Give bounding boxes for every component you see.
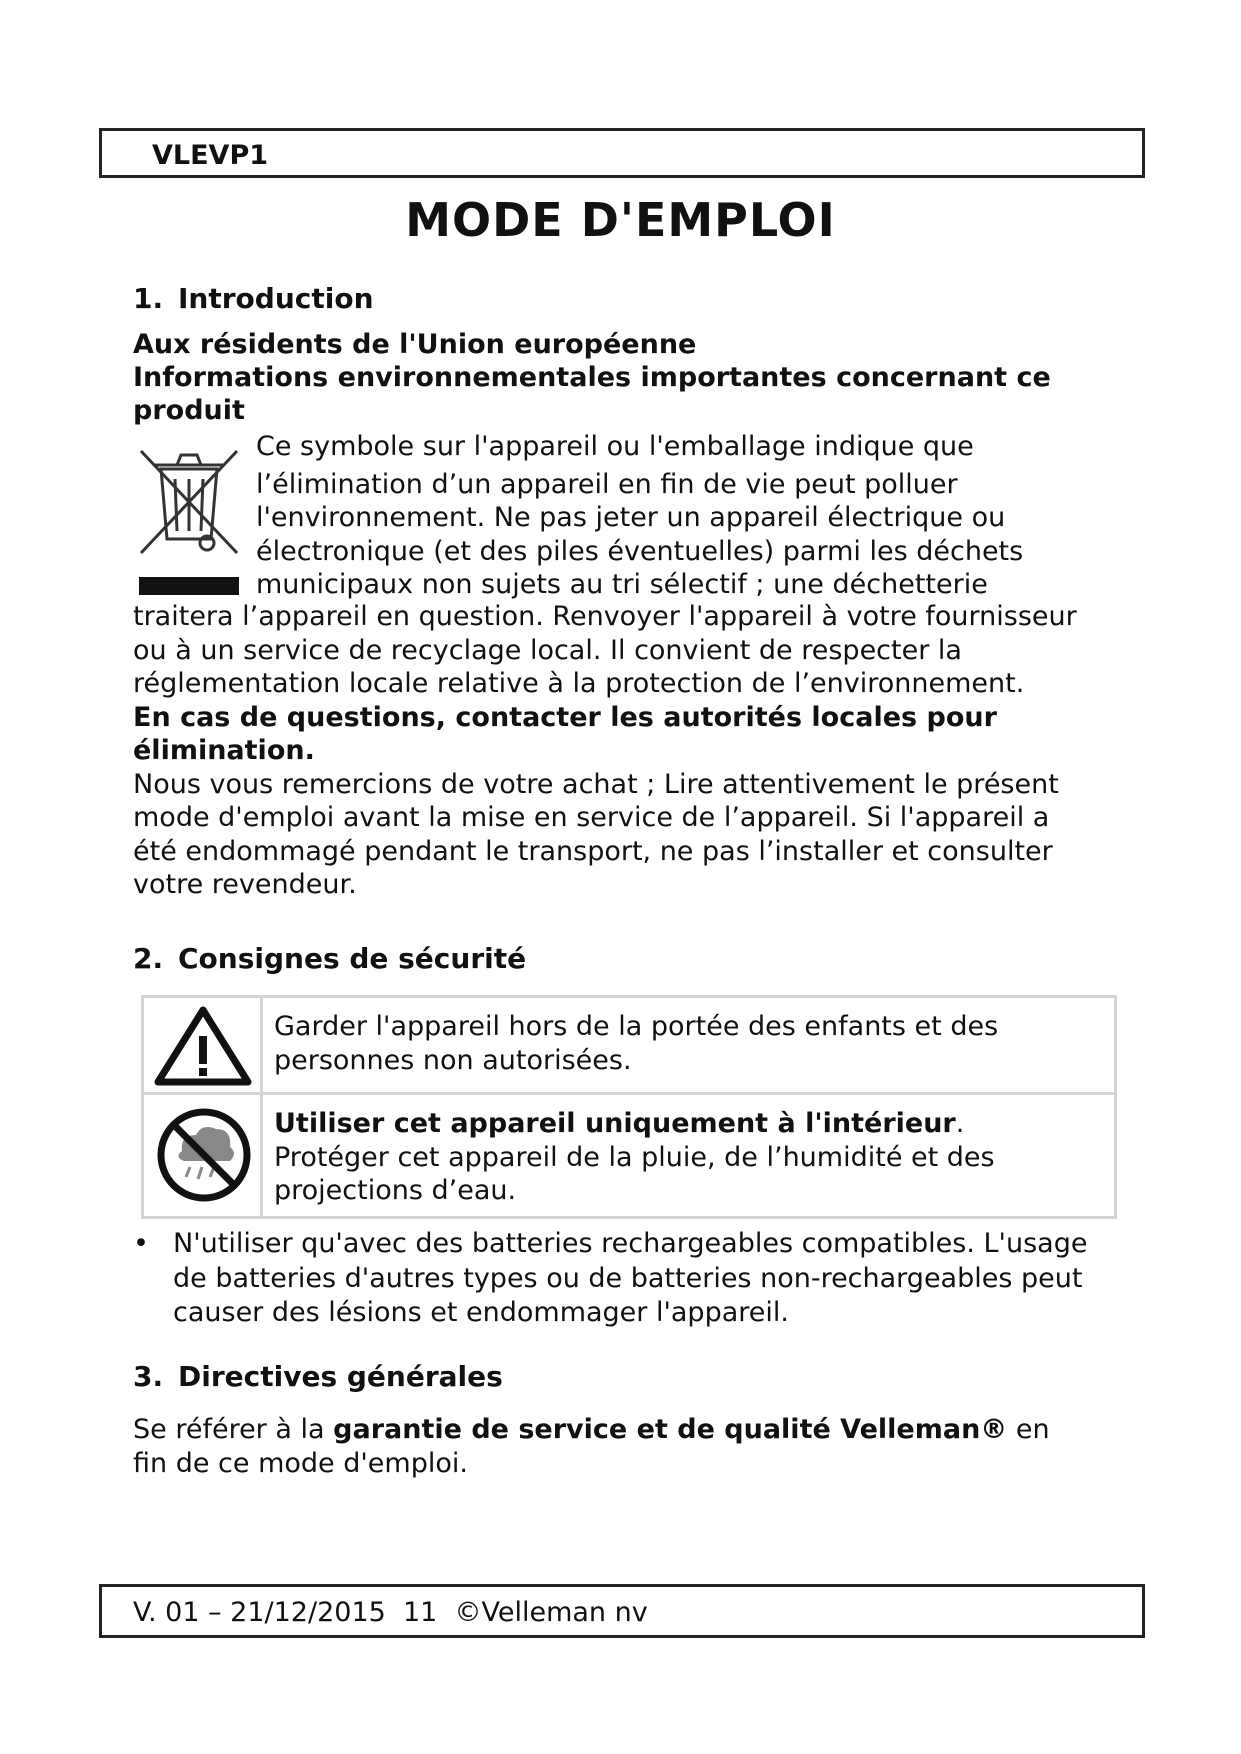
weee-text	[256, 430, 1023, 602]
section-number: 2.	[133, 942, 164, 975]
thanks-line: Nous vous remercions de votre achat ; Lire attentivement le présent	[133, 768, 1059, 800]
body-line: traitera l’appareil en question. Renvoyer l'appareil à votre fournisseur	[133, 601, 1077, 632]
guarantee-bold: garantie de service et de qualité Velleman®	[333, 1414, 1008, 1445]
env-heading-line2: produit	[133, 395, 245, 426]
icon-cell	[144, 998, 263, 1092]
thanks-line: votre revendeur.	[133, 869, 357, 900]
safety-table	[141, 995, 1117, 1219]
indoor-use-bold: Utiliser cet appareil uniquement à l'intérieur	[274, 1108, 956, 1139]
weee-line: l’élimination d’un appareil en fin de vie peut polluer	[256, 468, 958, 500]
guidelines-pre: Se référer à la	[133, 1414, 334, 1445]
weee-bin-icon	[133, 441, 245, 601]
section-1-heading	[133, 282, 374, 315]
guidelines-line: fin de ce mode d'emploi.	[133, 1447, 468, 1479]
section-title: Introduction	[178, 282, 374, 315]
no-rain-icon	[144, 1095, 263, 1216]
weee-line: l'environnement. Ne pas jeter un appareil électrique ou	[256, 502, 1006, 533]
footer-text: V. 01 – 21/12/2015 11 ©Velleman nv	[133, 1597, 648, 1628]
bullet-line: causer des lésions et endommager l'appareil.	[173, 1297, 789, 1328]
footer-box	[99, 1584, 1145, 1638]
bullet-line: de batteries d'autres types ou de batteries non-rechargeables peut	[173, 1262, 1083, 1294]
safety-text	[274, 1010, 998, 1077]
safety-line: projections d’eau.	[274, 1175, 517, 1206]
header-box	[99, 128, 1145, 178]
section-2-heading	[133, 942, 526, 975]
questions-line: En cas de questions, contacter les autorités locales pour	[133, 701, 997, 733]
section-number: 1.	[133, 282, 164, 315]
weee-line: Ce symbole sur l'appareil ou l'emballage indique que	[256, 431, 974, 462]
weee-line: électronique (et des piles éventuelles) parmi les déchets	[256, 535, 1024, 567]
thanks-line: été endommagé pendant le transport, ne pas l’installer et consulter	[133, 835, 1053, 867]
safety-row	[144, 1095, 1114, 1216]
bullet-text	[173, 1227, 1087, 1331]
body-line: réglementation locale relative à la protection de l’environnement.	[133, 668, 1025, 699]
model-label: VLEVP1	[152, 140, 269, 171]
icon-cell	[144, 1095, 263, 1216]
bullet-line: N'utiliser qu'avec des batteries rechargeables compatibles. L'usage	[173, 1228, 1088, 1259]
eu-heading: Aux résidents de l'Union européenne	[133, 329, 697, 360]
warning-triangle-icon	[144, 998, 263, 1092]
page-title: MODE D'EMPLOI	[405, 193, 836, 247]
body-line: ou à un service de recyclage local. Il convient de respecter la	[133, 634, 962, 666]
section-3-heading	[133, 1360, 503, 1393]
section-title: Directives générales	[178, 1360, 503, 1393]
guidelines-post: en	[1007, 1414, 1050, 1445]
section-number: 3.	[133, 1360, 164, 1393]
safety-text	[274, 1107, 995, 1208]
indoor-use-period: .	[955, 1108, 965, 1139]
safety-row	[144, 998, 1114, 1095]
section-title: Consignes de sécurité	[178, 942, 527, 975]
safety-line: Garder l'appareil hors de la portée des enfants et des	[274, 1011, 999, 1042]
bullet-mark: •	[133, 1228, 149, 1259]
thanks-line: mode d'emploi avant la mise en service de l’appareil. Si l'appareil a	[133, 802, 1050, 833]
safety-line: personnes non autorisées.	[274, 1044, 632, 1076]
weee-line: municipaux non sujets au tri sélectif ; une déchetterie	[256, 569, 988, 600]
env-heading-line1: Informations environnementales importantes concernant ce	[133, 362, 1051, 393]
questions-line: élimination.	[133, 735, 315, 766]
safety-line: Protéger cet appareil de la pluie, de l’humidité et des	[274, 1141, 995, 1173]
guidelines-text	[133, 1413, 1050, 1480]
disposal-text	[133, 600, 1077, 902]
